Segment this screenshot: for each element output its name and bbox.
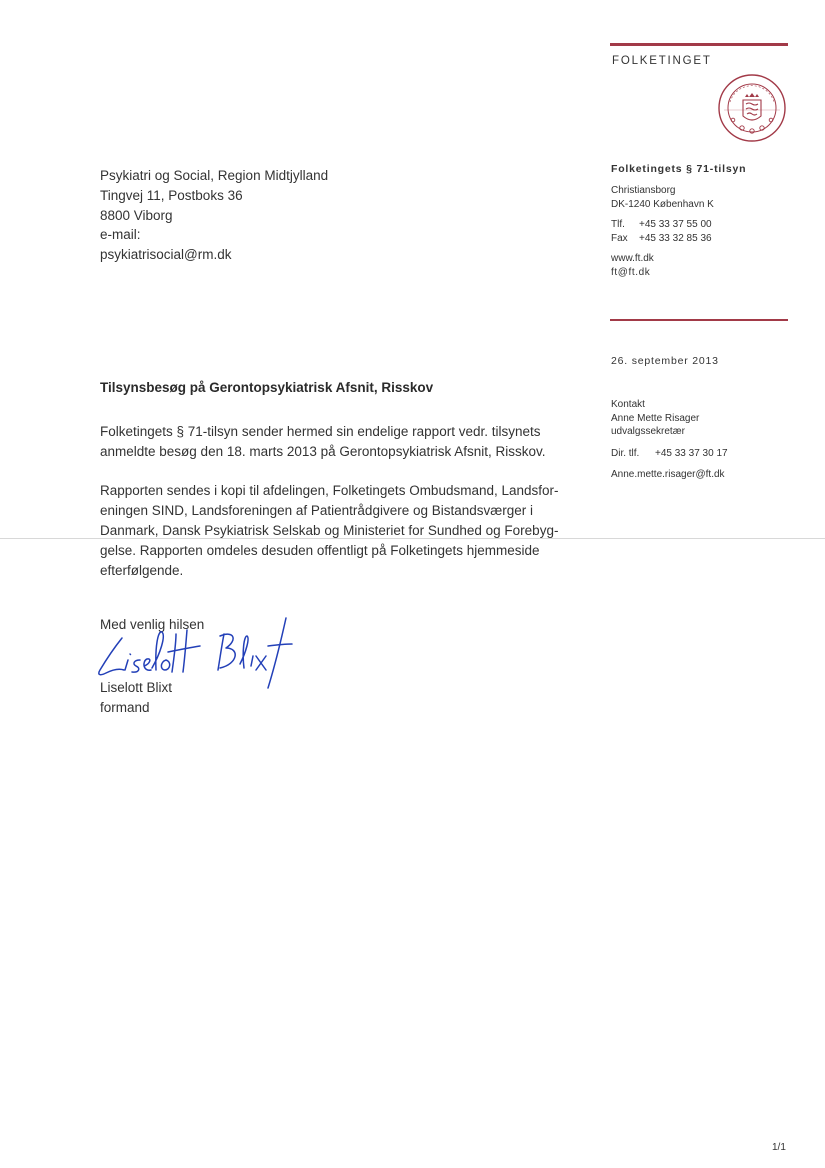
- paragraph-line: eningen SIND, Landsforeningen af Patientrådgivere og Bistandsværger i: [100, 503, 534, 518]
- contact-heading: Kontakt: [611, 399, 645, 410]
- sender-address-line: Christiansborg: [611, 185, 676, 196]
- sender-phone: [611, 218, 712, 232]
- paragraph-line: Rapporten sendes i kopi til afdelingen, Folketingets Ombudsmand, Landsfor-: [100, 483, 559, 498]
- sender-address: [611, 184, 714, 211]
- contact-email: Anne.mette.risager@ft.dk: [611, 469, 725, 480]
- signer-title: formand: [100, 700, 150, 715]
- paragraph-line: gelse. Rapporten omdeles desuden offentligt på Folketingets hjemmeside: [100, 543, 540, 558]
- fax-label: Fax: [611, 232, 628, 244]
- recipient-line: e-mail:: [100, 227, 141, 243]
- letter-paragraph-1: [100, 422, 580, 462]
- sender-fax: [611, 232, 712, 246]
- phone-value: +45 33 37 55 00: [639, 219, 712, 230]
- sender-web-block: [611, 252, 654, 279]
- contact-block: [611, 398, 699, 439]
- letter-closing: Med venlig hilsen: [100, 617, 205, 632]
- contact-direct-phone: [611, 447, 728, 461]
- paragraph-line: anmeldte besøg den 18. marts 2013 på Gerontopsykiatrisk Afsnit, Risskov.: [100, 444, 546, 459]
- letter-subject: Tilsynsbesøg på Gerontopsykiatrisk Afsnit, Risskov: [100, 380, 434, 395]
- direct-phone-label: Dir. tlf.: [611, 448, 640, 459]
- letter-paragraph-2: [100, 481, 580, 581]
- sender-address-line: DK-1240 København K: [611, 198, 714, 210]
- sender-web: www.ft.dk: [611, 253, 654, 264]
- sender-title: Folketingets § 71-tilsyn: [611, 163, 747, 175]
- recipient-address: [100, 166, 328, 265]
- phone-label: Tlf.: [611, 219, 625, 230]
- sender-email: ft@ft.dk: [611, 266, 651, 278]
- brand-name: FOLKETINGET: [612, 55, 712, 67]
- paragraph-line: Folketingets § 71-tilsyn sender hermed sin endelige rapport vedr. tilsynets: [100, 424, 541, 439]
- sender-phone-block: [611, 218, 712, 245]
- signer-name: Liselott Blixt: [100, 680, 173, 695]
- recipient-line: Tingvej 11, Postboks 36: [100, 187, 243, 203]
- scan-fold-line: [0, 538, 825, 539]
- fax-value: +45 33 32 85 36: [639, 232, 712, 244]
- recipient-line: Psykiatri og Social, Region Midtjylland: [100, 168, 329, 183]
- paragraph-line: Danmark, Dansk Psykiatrisk Selskab og Ministeriet for Sundhed og Forebyg-: [100, 523, 559, 538]
- header-top-rule: [610, 43, 788, 46]
- contact-name: Anne Mette Risager: [611, 412, 700, 424]
- signer-block: [100, 678, 172, 718]
- page-number: 1/1: [772, 1142, 786, 1153]
- header-divider: [610, 319, 788, 321]
- folketinget-seal-icon: [716, 72, 788, 144]
- recipient-email: psykiatrisocial@rm.dk: [100, 247, 232, 263]
- paragraph-line: efterfølgende.: [100, 563, 184, 578]
- recipient-line: 8800 Viborg: [100, 207, 173, 223]
- contact-role: udvalgssekretær: [611, 426, 685, 437]
- letter-date: 26. september 2013: [611, 355, 719, 367]
- direct-phone-value: +45 33 37 30 17: [655, 448, 728, 459]
